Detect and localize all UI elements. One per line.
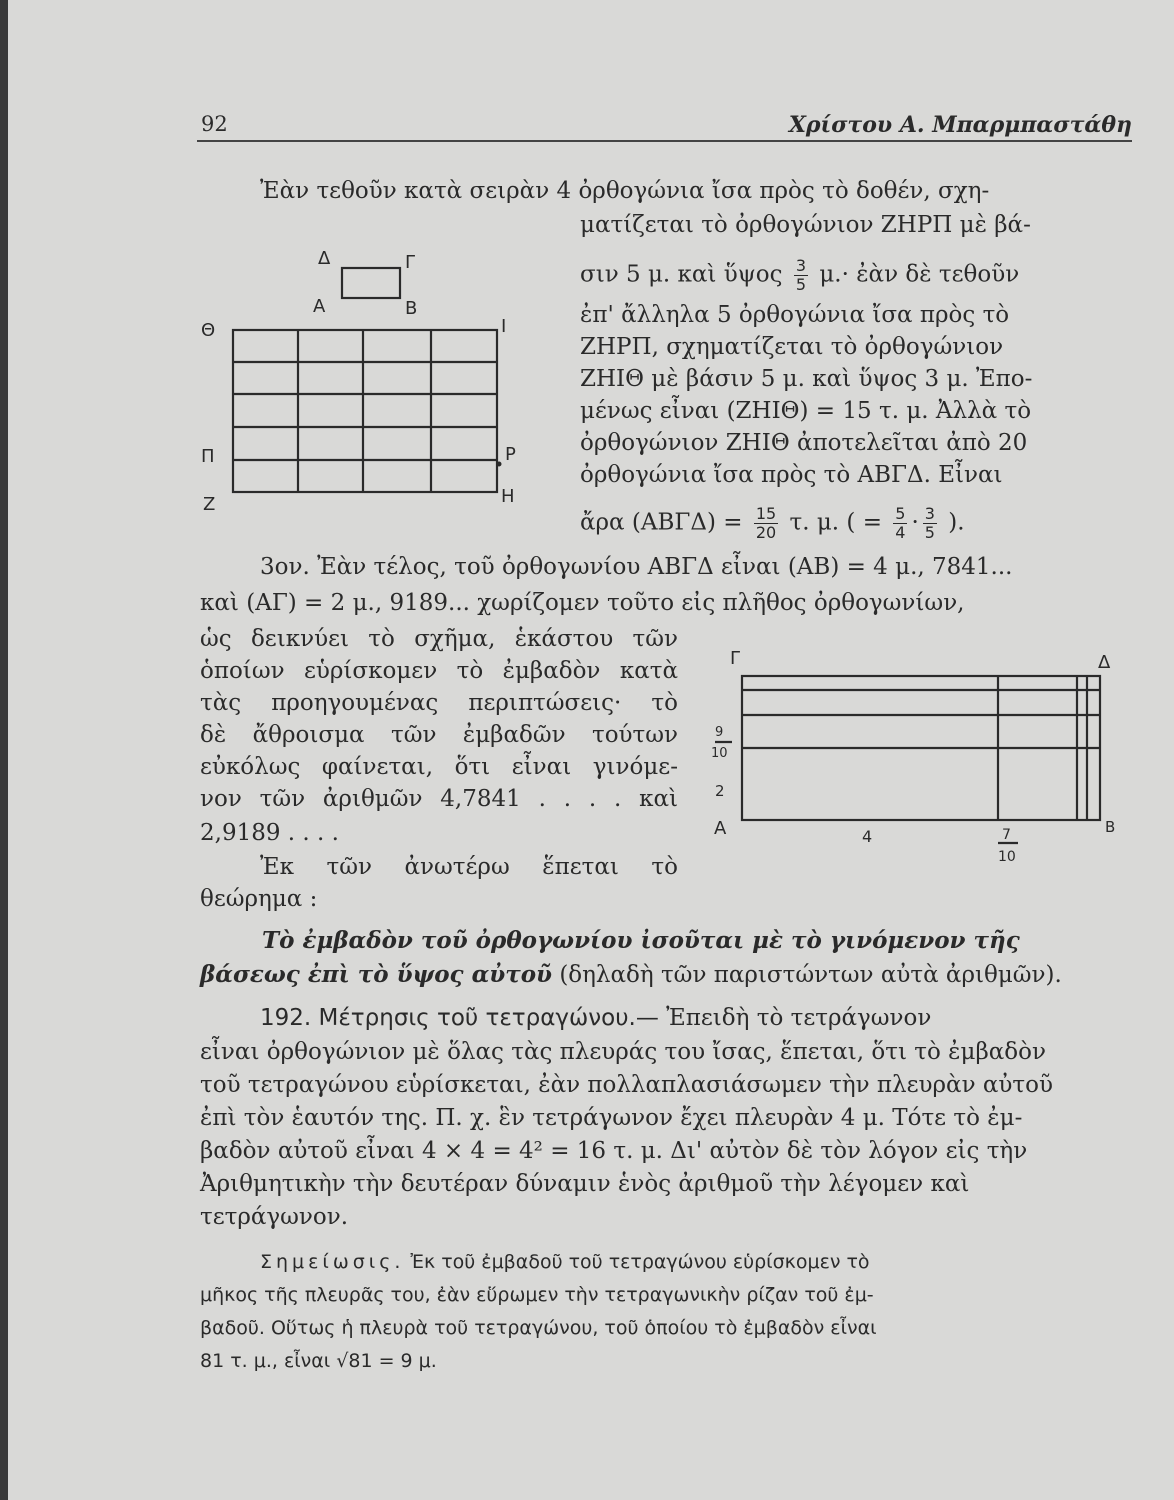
section192-line2: εἶναι ὀρθογώνιον μὲ ὅλας τὰς πλευράς του ἴσας, ἕπεται, ὅτι τὸ ἐμβαδὸν (200, 1039, 1046, 1065)
theorem-line2 (200, 960, 1062, 990)
para1-line6: ΖΗΙΘ μὲ βάσιν 5 μ. καὶ ὕψος 3 μ. Ἐπο- (580, 366, 1033, 392)
note-line1-text: Ἐκ τοῦ ἐμβαδοῦ τοῦ τετραγώνου εὑρίσκομεν τὸ (410, 1251, 870, 1273)
figure-subdivided-rectangle (700, 640, 1130, 879)
frac-num: 5 (895, 504, 906, 523)
label-four: 4 (862, 827, 873, 846)
para1-line8: ὀρθογώνιον ΖΗΙΘ ἀποτελεῖται ἀπὸ 20 (580, 430, 1028, 456)
label-rho: Ρ (505, 444, 516, 465)
theorem-line1: Τὸ ἐμβαδὸν τοῦ ὀρθογωνίου ἰσοῦται μὲ τὸ γινόμενον τῆς (262, 927, 1020, 954)
para2-line2: καὶ (ΑΓ) = 2 μ., 9189... χωρίζομεν τοῦτο εἰς πλῆθος ὀρθογωνίων, (200, 590, 965, 616)
frac-num: 3 (795, 256, 807, 275)
frac-den: 5 (795, 275, 807, 294)
label-theta: Θ (201, 320, 216, 341)
theorem-line2a: βάσεως ἐπὶ τὸ ὕψος αὐτοῦ (200, 961, 552, 988)
section192-line5: βαδὸν αὐτοῦ εἶναι 4 × 4 = 4² = 16 τ. μ. Δι' αὐτὸν δὲ τὸν λόγον εἰς τὴν (200, 1138, 1028, 1164)
para2-line1: 3ον. Ἐὰν τέλος, τοῦ ὀρθογωνίου ΑΒΓΔ εἶναι (ΑΒ) = 4 μ., 7841... (260, 554, 1013, 580)
label-beta-2: Β (1105, 818, 1116, 836)
theorem-line2b: (δηλαδὴ τῶν παριστώντων αὐτὰ ἀριθμῶν). (559, 962, 1062, 988)
para1-line3b: μ.· ἐὰν δὲ τεθοῦν (819, 261, 1020, 288)
label-ten: 10 (711, 746, 728, 761)
para2-line4: ὁποίων εὑρίσκομεν τὸ ἐμβαδὸν κατὰ (200, 658, 678, 684)
note-line3: βαδοῦ. Οὕτως ἡ πλευρὰ τοῦ τετραγώνου, τοῦ ὁποίου τὸ ἐμβαδὸν εἶναι (200, 1317, 877, 1339)
para2-line11: θεώρημα : (200, 886, 318, 912)
frac-den: 20 (755, 523, 777, 542)
section192-line6: Ἀριθμητικὴν τὴν δευτέραν δύναμιν ἑνὸς ἀριθμοῦ τὴν λέγομεν καὶ (200, 1171, 970, 1197)
rectangle-zhit (233, 330, 497, 492)
fraction-5-4 (893, 505, 907, 542)
note-line1 (260, 1247, 870, 1277)
section192-line4: ἐπὶ τὸν ἑαυτόν της. Π. χ. ἓν τετράγωνον ἔχει πλευρὰν 4 μ. Τότε τὸ ἐμ- (200, 1105, 1023, 1131)
frac-num: 3 (924, 504, 935, 523)
label-nine: 9 (715, 725, 724, 740)
para2-line5: τὰς προηγουμένας περιπτώσεις· τὸ (200, 690, 678, 716)
para1-line5: ΖΗΡΠ, σχηματίζεται τὸ ὀρθογώνιον (580, 334, 1004, 360)
section192-line1-text: Ἐπειδὴ τὸ τετράγωνον (666, 1005, 932, 1031)
section192-line7: τετράγωνον. (200, 1204, 349, 1230)
section192-line3: τοῦ τετραγώνου εὑρίσκεται, ἐὰν πολλαπλασιάσωμεν τὴν πλευρὰν αὐτοῦ (200, 1072, 1053, 1098)
para1-line3 (580, 257, 1019, 294)
multiply-dot: · (911, 509, 919, 536)
para2-line8: νον τῶν ἀριθμῶν 4,7841 . . . . καὶ (200, 786, 678, 812)
para1-line10c: ). (948, 509, 965, 536)
section-heading: 192. Μέτρησις τοῦ τετραγώνου.— (260, 1005, 659, 1031)
frac-den: 4 (895, 523, 906, 542)
fraction-3-5 (794, 257, 808, 294)
label-alpha-2: Α (714, 818, 727, 839)
para2-line6: δὲ ἄθροισμα τῶν ἐμβαδῶν τούτων (200, 722, 678, 748)
para2-line10: Ἐκ τῶν ἀνωτέρω ἕπεται τὸ (260, 854, 678, 880)
label-zeta: Ζ (203, 494, 216, 515)
label-seven: 7 (1002, 827, 1011, 843)
para2-line3: ὡς δεικνύει τὸ σχῆμα, ἑκάστου τῶν (200, 626, 678, 652)
label-delta-2: Δ (1098, 652, 1111, 673)
para1-line9: ὀρθογώνια ἴσα πρὸς τὸ ΑΒΓΔ. Εἶναι (580, 462, 1003, 488)
fraction-15-20 (754, 505, 778, 542)
para1-line10b: τ. μ. ( = (789, 509, 882, 536)
label-alpha: Α (313, 296, 326, 317)
para2-line7: εὐκόλως φαίνεται, ὅτι εἶναι γινόμε- (200, 754, 678, 780)
label-beta: Β (405, 298, 418, 319)
frac-den: 5 (924, 523, 935, 542)
section192-line1 (260, 1003, 931, 1033)
label-gamma: Γ (405, 252, 416, 273)
para1-line3a: σιν 5 μ. καὶ ὕψος (580, 261, 783, 288)
note-line4: 81 τ. μ., εἶναι √81 = 9 μ. (200, 1350, 437, 1372)
para1-line7: μένως εἶναι (ΖΗΙΘ) = 15 τ. μ. Ἀλλὰ τὸ (580, 398, 1032, 424)
note-label: Σημείωσις. (260, 1251, 405, 1273)
para1-line10 (580, 505, 965, 542)
frac-num: 15 (755, 504, 777, 523)
fraction-3-5b (923, 505, 937, 542)
note-line2: μῆκος τῆς πλευρᾶς του, ἐὰν εὕρωμεν τὴν τετραγωνικὴν ρίζαν τοῦ ἐμ- (200, 1284, 874, 1306)
page-header (197, 106, 1132, 142)
label-ten-2: 10 (998, 849, 1016, 865)
binding-edge (0, 0, 8, 1500)
label-gamma-2: Γ (730, 648, 741, 669)
label-delta: Δ (318, 248, 331, 269)
para1-line2: ματίζεται τὸ ὀρθογώνιον ΖΗΡΠ μὲ βά- (580, 212, 1031, 238)
unit-rectangle-abgd (342, 268, 400, 298)
para2-line9: 2,9189 . . . . (200, 820, 339, 846)
label-two: 2 (715, 782, 725, 800)
label-pi: Π (201, 446, 215, 467)
figure-rectangles-grid (195, 240, 535, 544)
para1-line1: Ἐὰν τεθοῦν κατὰ σειρὰν 4 ὀρθογώνια ἴσα πρὸς τὸ δοθέν, σχη- (260, 178, 990, 204)
para1-line4: ἐπ' ἄλληλα 5 ὀρθογώνια ἴσα πρὸς τὸ (580, 302, 1010, 328)
page-number: 92 (201, 112, 228, 136)
label-eta: Η (501, 486, 515, 507)
para1-line10a: ἄρα (ΑΒΓΔ) = (580, 509, 743, 536)
label-iota: Ι (501, 316, 507, 337)
running-title: Χρίστου Α. Μπαρμπαστάθη (788, 112, 1132, 138)
